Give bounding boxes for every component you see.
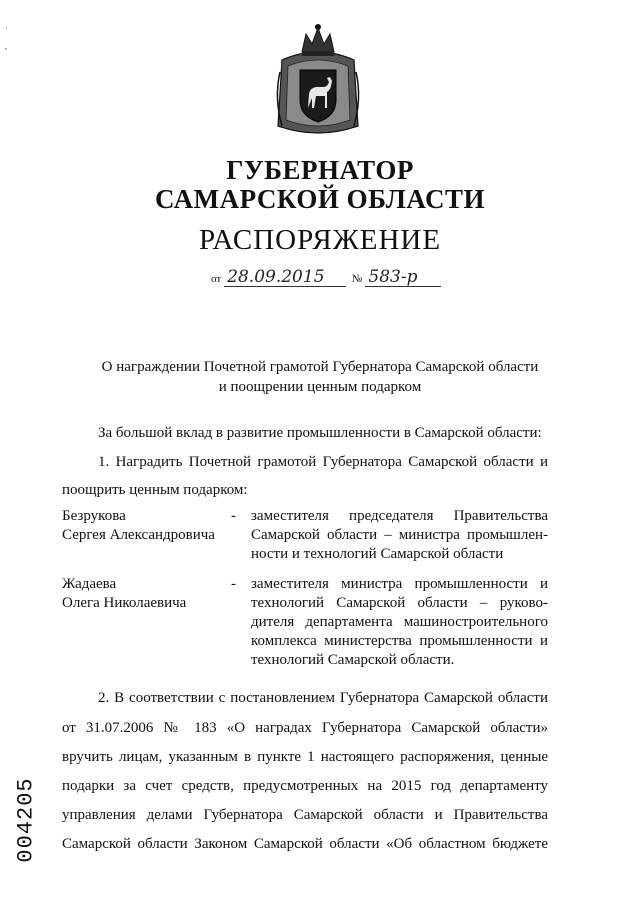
awardee-2-dash: - — [231, 576, 236, 592]
item2-line4: подарки за счет средств, предусмотренных на 2015 год департаменту — [62, 778, 548, 794]
coat-of-arms-icon — [272, 22, 364, 140]
awardee-2-position-line1: заместителя министра промышленности и — [251, 576, 548, 592]
item2-line5: управления делами Губернатора Самарской области и Правительства — [62, 807, 548, 823]
awardee-1-position-line1: заместителя председателя Правительства — [251, 508, 548, 524]
handwritten-date: 28.09.2015 — [224, 268, 346, 287]
header-title-line1: ГУБЕРНАТОР — [226, 155, 414, 185]
date-from-label: от — [211, 273, 222, 285]
awardee-2-position-line4: комплекса министерства промышленности и — [251, 633, 548, 649]
awardee-2-given-names: Олега Николаевича — [62, 595, 187, 611]
awardee-2-position-line3: дителя департамента машиностроительного — [251, 614, 548, 630]
awardee-2-surname: Жадаева — [62, 576, 117, 592]
registration-stamp-number — [6, 770, 46, 870]
awardee-1-position-line3: ности и технологий Самарской области — [251, 546, 504, 562]
subject-line2: и поощрении ценным подарком — [218, 379, 422, 395]
awardee-1-given-names: Сергея Александровича — [62, 527, 215, 543]
awardee-1-position-line2: Самарской области – министра промышлен- — [251, 527, 548, 543]
date-number-line — [208, 268, 441, 287]
item1-line1: 1. Наградить Почетной грамотой Губернатора Самарской области и — [98, 454, 548, 470]
handwritten-number: 583-р — [365, 268, 441, 287]
number-label: № — [351, 273, 363, 285]
awardee-1-surname: Безрукова — [62, 508, 126, 524]
header-title-line2: САМАРСКОЙ ОБЛАСТИ — [154, 184, 486, 214]
awardee-2-position-line2: технологий Самарской области – руково- — [251, 595, 548, 611]
item1-line2: поощрить ценным подарком: — [62, 482, 248, 498]
item2-line3: вручить лицам, указанным в пункте 1 настоящего распоряжения, ценные — [62, 749, 548, 765]
item2-line1: 2. В соответствии с постановлением Губернатора Самарской области — [98, 690, 548, 706]
item2-line6: Самарской области Законом Самарской области «Об областном бюджете — [62, 836, 548, 852]
scan-specks: · , — [5, 24, 8, 51]
awardee-1-dash: - — [231, 508, 236, 524]
stamp-number-text: 004205 — [13, 777, 39, 863]
intro-paragraph: За большой вклад в развитие промышленности в Самарской области: — [98, 425, 542, 441]
awardee-2-position-line5: технологий Самарской области. — [251, 652, 455, 668]
item2-line2: от 31.07.2006 № 183 «О наградах Губернатора Самарской области» — [62, 720, 548, 736]
document-type: РАСПОРЯЖЕНИЕ — [198, 224, 442, 256]
subject-line1: О награждении Почетной грамотой Губернатора Самарской области — [101, 359, 539, 375]
